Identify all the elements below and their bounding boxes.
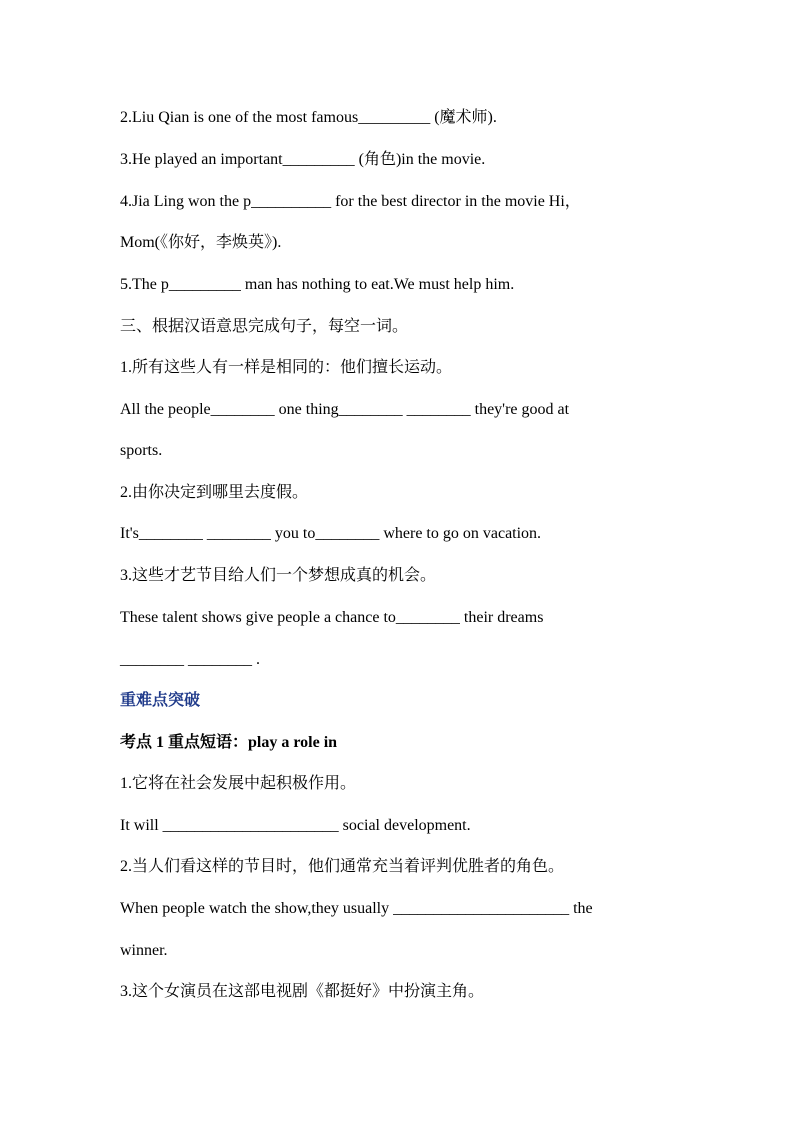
topic-1-q2-chinese: 2.当人们看这样的节目时，他们通常充当着评判优胜者的角色。 bbox=[120, 858, 565, 875]
section-3-q3-english: These talent shows give people a chance to________ their dreams bbox=[120, 609, 544, 626]
section-3-q3-english-cont: ________ ________ . bbox=[120, 651, 260, 668]
section-3-q1-english-cont: sports. bbox=[120, 442, 163, 459]
topic-1-q1-english: It will ______________________ social development. bbox=[120, 817, 471, 834]
section-3-q1-chinese: 1.所有这些人有一样是相同的：他们擅长运动。 bbox=[120, 359, 453, 376]
key-points-heading: 重难点突破 bbox=[120, 692, 201, 709]
exercise-2-5: 5.The p_________ man has nothing to eat.We must help him. bbox=[120, 276, 515, 293]
topic-1-q1-chinese: 1.它将在社会发展中起积极作用。 bbox=[120, 775, 357, 792]
topic-1-q3-chinese: 3.这个女演员在这部电视剧《都挺好》中扮演主角。 bbox=[120, 983, 485, 1000]
section-3-q1-english: All the people________ one thing________ ________ they're good at bbox=[120, 401, 570, 418]
topic-1-heading: 考点 1 重点短语：play a role in bbox=[120, 734, 338, 751]
topic-1-q2-english-cont: winner. bbox=[120, 942, 168, 959]
section-3-q2-chinese: 2.由你决定到哪里去度假。 bbox=[120, 484, 309, 501]
section-3-title: 三、根据汉语意思完成句子，每空一词。 bbox=[120, 318, 409, 335]
topic-1-q2-english: When people watch the show,they usually ______________________ the bbox=[120, 900, 593, 917]
exercise-2-4: 4.Jia Ling won the p__________ for the best director in the movie Hi， bbox=[120, 193, 581, 210]
exercise-2-2: 2.Liu Qian is one of the most famous_________ (魔术师). bbox=[120, 109, 497, 126]
exercise-2-4-cont: Mom(《你好，李焕英》). bbox=[120, 234, 282, 251]
exercise-2-3: 3.He played an important_________ (角色)in the movie. bbox=[120, 151, 486, 168]
section-3-q2-english: It's________ ________ you to________ where to go on vacation. bbox=[120, 525, 542, 542]
section-3-q3-chinese: 3.这些才艺节目给人们一个梦想成真的机会。 bbox=[120, 567, 437, 584]
